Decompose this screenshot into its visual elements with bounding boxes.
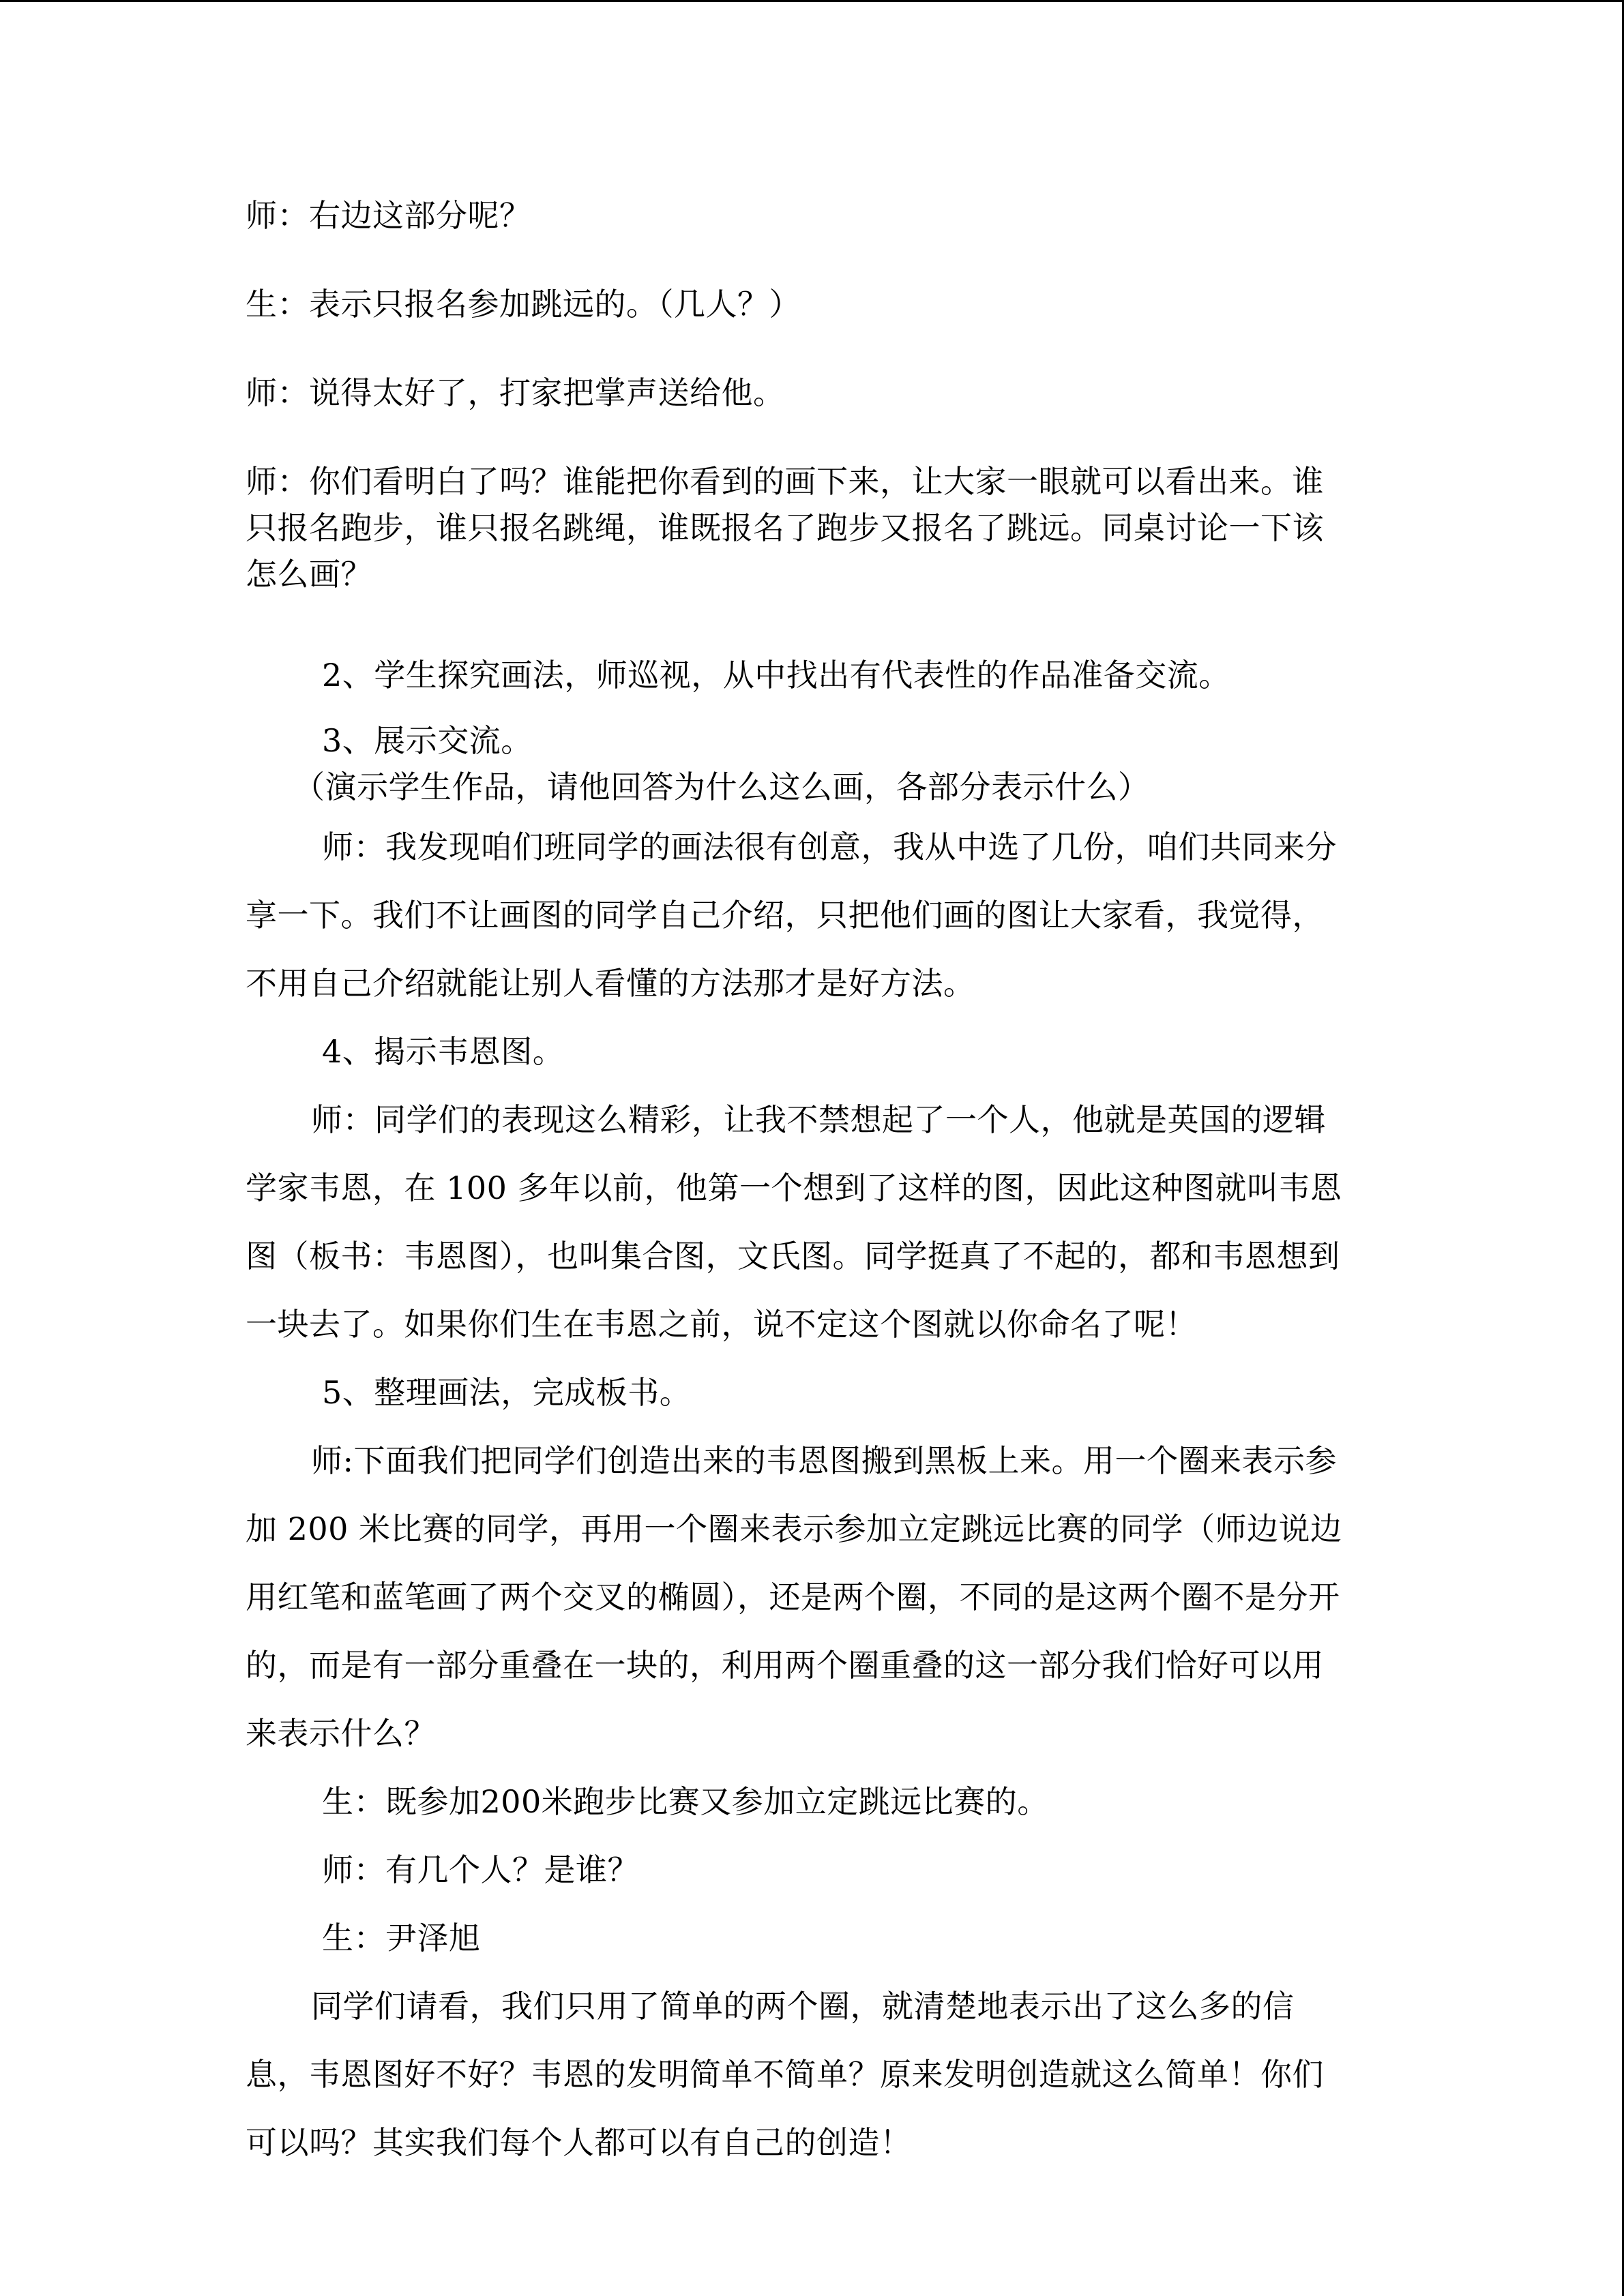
paragraph-teacher-right-part (246, 192, 1378, 239)
text-line: 加 200 米比赛的同学，再用一个圈来表示参加立定跳远比赛的同学（师边说边 (246, 1510, 1342, 1547)
text-line: 享一下。我们不让画图的同学自己介绍，只把他们画的图让大家看，我觉得， (246, 897, 1324, 934)
text-line: 生：表示只报名参加跳远的。（几人？） (246, 286, 801, 323)
paragraph-teacher-creative (246, 813, 1378, 1017)
text-line: 的，而是有一部分重叠在一块的，利用两个圈重叠的这一部分我们恰好可以用 (246, 1647, 1324, 1684)
paragraph-demo-note (246, 764, 1378, 810)
paragraph-teacher-venn (246, 1086, 1378, 1358)
paragraph-student-long-jump (246, 281, 1378, 327)
text-line: 同学们请看，我们只用了简单的两个圈，就清楚地表示出了这么多的信 (311, 1988, 1295, 2025)
text-line: 来表示什么？ (246, 1715, 436, 1752)
document-body (246, 192, 1378, 2177)
text-line: 5、整理画法，完成板书。 (322, 1374, 692, 1411)
heading-step-5 (246, 1358, 1378, 1427)
text-line: 图（板书：韦恩图），也叫集合图，文氏图。同学挺真了不起的，都和韦恩想到 (246, 1238, 1340, 1274)
paragraph-teacher-applause (246, 370, 1378, 416)
text-line: 学家韦恩，在 100 多年以前，他第一个想到了这样的图，因此这种图就叫韦恩 (246, 1169, 1342, 1206)
text-line: 师：你们看明白了吗？谁能把你看到的画下来，让大家一眼就可以看出来。谁 (246, 463, 1324, 500)
text-line: 一块去了。如果你们生在韦恩之前，说不定这个图就以你命名了呢！ (246, 1306, 1197, 1343)
heading-step-3 (246, 717, 1378, 764)
text-line: 师：同学们的表现这么精彩，让我不禁想起了一个人，他就是英国的逻辑 (311, 1101, 1326, 1138)
text-line: 息，韦恩图好不好？韦恩的发明简单不简单？原来发明创造就这么简单！你们 (246, 2056, 1324, 2093)
paragraph-teacher-blackboard (246, 1427, 1378, 1768)
paragraph-teacher-how-many (246, 1836, 1378, 1904)
text-line: 师:下面我们把同学们创造出来的韦恩图搬到黑板上来。用一个圈来表示参 (311, 1442, 1337, 1479)
text-line: 生：既参加200米跑步比赛又参加立定跳远比赛的。 (322, 1783, 1049, 1820)
text-line: 只报名跑步，谁只报名跳绳，谁既报名了跑步又报名了跳远。同桌讨论一下该 (246, 509, 1324, 546)
heading-step-2 (246, 652, 1378, 698)
text-line: 师：右边这部分呢？ (246, 197, 531, 234)
text-line: 师：说得太好了，打家把掌声送给他。 (246, 374, 785, 411)
text-line: 可以吗？其实我们每个人都可以有自己的创造！ (246, 2124, 912, 2161)
text-line: 3、展示交流。 (322, 722, 533, 759)
text-line: 师：有几个人？是谁？ (322, 1851, 639, 1888)
text-line: 4、揭示韦恩图。 (322, 1033, 565, 1070)
text-line: 用红笔和蓝笔画了两个交叉的椭圆），还是两个圈，不同的是这两个圈不是分开 (246, 1579, 1340, 1615)
paragraph-student-both (246, 1768, 1378, 1836)
text-line: 不用自己介绍就能让别人看懂的方法那才是好方法。 (246, 965, 975, 1002)
text-line: 生：尹泽旭 (322, 1920, 481, 1956)
text-line: 怎么画？ (246, 556, 372, 593)
text-line: 师：我发现咱们班同学的画法很有创意，我从中选了几份，咱们共同来分 (322, 829, 1337, 865)
paragraph-conclusion (246, 1972, 1378, 2177)
heading-step-4 (246, 1017, 1378, 1086)
paragraph-teacher-draw-question (246, 458, 1378, 597)
text-line: 2、学生探究画法，师巡视，从中找出有代表性的作品准备交流。 (322, 657, 1230, 694)
text-line: （演示学生作品，请他回答为什么这么画，各部分表示什么） (293, 769, 1150, 805)
paragraph-student-name (246, 1904, 1378, 1972)
